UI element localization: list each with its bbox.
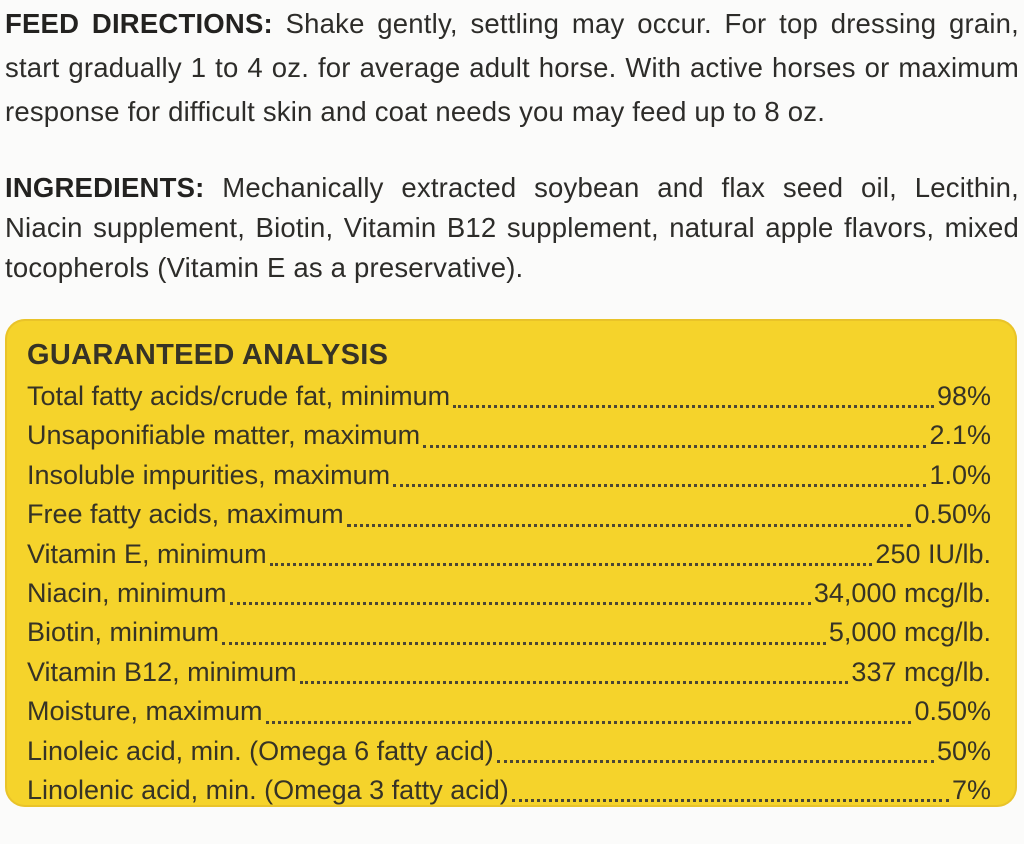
analysis-row-value: 2.1% [929,420,991,451]
analysis-row [27,495,991,534]
analysis-row-label: Linolenic acid, min. (Omega 3 fatty acid) [27,774,509,805]
analysis-row [27,653,991,692]
analysis-row-label: Total fatty acids/crude fat, minimum [27,380,451,411]
feed-directions-paragraph [5,2,1019,134]
analysis-row-label: Insoluble impurities, maximum [27,459,391,490]
dotted-leader [423,445,926,448]
analysis-row [27,732,991,771]
analysis-row-value: 1.0% [929,459,991,490]
ingredients-text: Mechanically extracted soybean and flax seed oil, Lecithin, Niacin supplement, Biotin, Vitamin B12 supplement, natural apple flavors, mixed tocopherols (Vitamin E as a preservative). [5,172,1019,283]
analysis-row [27,535,991,574]
analysis-row-label: Linoleic acid, min. (Omega 6 fatty acid) [27,735,494,766]
analysis-row-label: Moisture, maximum [27,696,263,727]
feed-directions-text: Shake gently, settling may occur. For top dressing grain, start gradually 1 to 4 oz. for average adult horse. With active horses or maximum response for difficult skin and coat needs you may feed up to 8 oz. [5,8,1019,127]
analysis-row-label: Vitamin B12, minimum [27,656,297,687]
analysis-row-value: 7% [951,774,991,805]
feed-directions-heading: FEED DIRECTIONS: [5,8,273,39]
dotted-leader [222,642,826,645]
analysis-row [27,574,991,613]
analysis-row [27,416,991,455]
dotted-leader [300,681,849,684]
dotted-leader [453,405,934,408]
analysis-row-value: 0.50% [914,696,991,727]
analysis-row [27,692,991,731]
analysis-row-value: 337 mcg/lb. [851,656,991,687]
analysis-row-label: Unsaponifiable matter, maximum [27,420,421,451]
analysis-row-value: 250 IU/lb. [875,538,991,569]
analysis-rows [27,377,991,810]
dotted-leader [512,799,949,802]
analysis-row-label: Biotin, minimum [27,617,220,648]
dotted-leader [230,602,811,605]
guaranteed-analysis-title: GUARANTEED ANALYSIS [27,339,389,371]
analysis-row [27,613,991,652]
analysis-row-label: Free fatty acids, maximum [27,499,344,530]
ingredients-heading: INGREDIENTS: [5,172,205,203]
analysis-row-value: 34,000 mcg/lb. [813,577,991,608]
guaranteed-analysis-panel [5,319,1017,807]
analysis-row [27,771,991,810]
dotted-leader [497,760,934,763]
analysis-row-value: 5,000 mcg/lb. [828,617,991,648]
analysis-row-value: 50% [936,735,991,766]
dotted-leader [393,484,926,487]
dotted-leader [347,524,912,527]
analysis-row [27,456,991,495]
analysis-row-value: 98% [936,380,991,411]
dotted-leader [270,563,873,566]
ingredients-paragraph [5,168,1019,288]
analysis-row-value: 0.50% [914,499,991,530]
analysis-row-label: Vitamin E, minimum [27,538,267,569]
analysis-row [27,377,991,416]
dotted-leader [266,721,912,724]
analysis-row-label: Niacin, minimum [27,577,227,608]
